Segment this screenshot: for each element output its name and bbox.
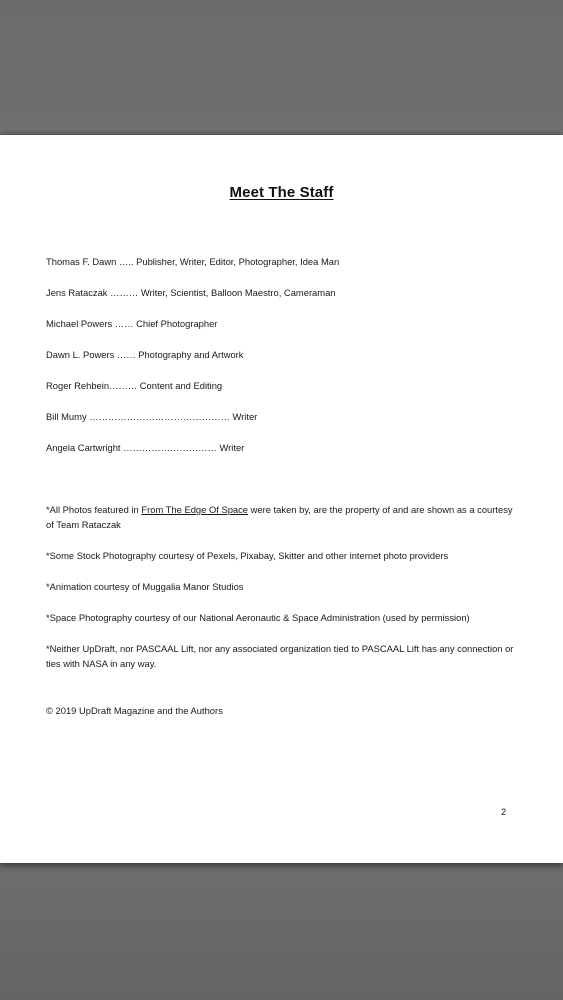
page-title: Meet The Staff xyxy=(229,184,334,201)
staff-entry: Jens Rataczak ……… Writer, Scientist, Balloon Maestro, Cameraman xyxy=(46,287,336,298)
staff-entry: Angela Cartwright ………………………… Writer xyxy=(46,442,245,453)
staff-entry: Roger Rehbein……… Content and Editing xyxy=(46,380,223,391)
staff-entry: Michael Powers …… Chief Photographer xyxy=(46,318,218,329)
page-number: 2 xyxy=(501,806,507,817)
photos-credit-note xyxy=(46,502,516,532)
copyright-notice: © 2019 UpDraft Magazine and the Authors xyxy=(46,705,223,716)
publication-title-link: From The Edge Of Space xyxy=(141,504,249,515)
space-photo-note: *Space Photography courtesy of our National Aeronautic & Space Administration (used by permission) xyxy=(46,612,470,623)
credits-notes xyxy=(46,502,516,687)
staff-entry: Dawn L. Powers …… Photography and Artwork xyxy=(46,349,244,360)
animation-note: *Animation courtesy of Muggalia Manor Studios xyxy=(46,581,244,592)
staff-entry: Bill Mumy ……………………………………… Writer xyxy=(46,411,258,422)
stock-photo-note: *Some Stock Photography courtesy of Pexels, Pixabay, Skitter and other internet photo providers xyxy=(46,550,449,561)
nasa-disclaimer-note: *Neither UpDraft, nor PASCAAL Lift, nor any associated organization tied to PASCAAL Lift has any connection or ties with NASA in any way. xyxy=(46,643,514,669)
document-page xyxy=(0,135,563,863)
photos-credit-suffix: were taken by, are the property of and are shown as a courtesy of Team Rataczak xyxy=(46,504,513,530)
staff-entry: Thomas F. Dawn ….. Publisher, Writer, Editor, Photographer, Idea Man xyxy=(46,256,340,267)
staff-list xyxy=(46,254,339,471)
photos-credit-prefix: *All Photos featured in xyxy=(46,504,142,515)
